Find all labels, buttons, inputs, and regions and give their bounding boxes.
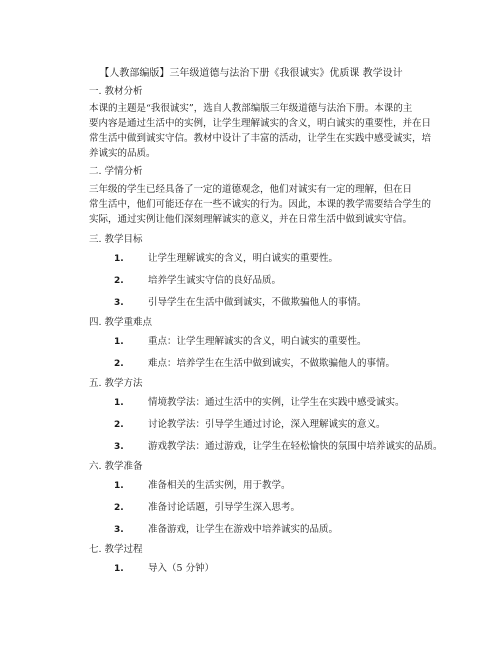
list-item-number: 2.	[114, 276, 124, 286]
list-item-text: 准备讨论话题，引导学生深入思考。	[148, 502, 301, 513]
list-item-text: 讨论教学法：引导学生通过讨论，深入理解诚实的意义。	[148, 419, 386, 430]
list-item-number: 3.	[114, 525, 124, 535]
list-item	[114, 501, 300, 515]
paragraph-line: 本课的主题是“我很诚实”，选自人教部编版三年级道德与法治下册。本课的主	[89, 103, 413, 114]
list-item-number: 3.	[114, 442, 124, 452]
list-item	[114, 562, 214, 576]
list-item-text: 准备相关的生活实例，用于教学。	[148, 480, 291, 491]
list-item-text: 导入（5 分钟）	[148, 563, 215, 574]
list-item-text: 培养学生诚实守信的良好品质。	[148, 275, 282, 286]
list-item-number: 1.	[114, 481, 124, 491]
section-heading-teaching-objectives: 三. 教学目标	[89, 234, 143, 245]
list-item	[114, 418, 386, 432]
list-item-text: 重点：让学生理解诚实的含义，明白诚实的重要性。	[148, 336, 367, 347]
list-item	[114, 335, 367, 349]
paragraph-learner-analysis	[89, 182, 432, 227]
list-item	[114, 274, 281, 288]
list-item-text: 难点：培养学生在生活中做到诚实，不做欺骗他人的事情。	[148, 358, 396, 369]
list-item-text: 让学生理解诚实的含义，明白诚实的重要性。	[148, 253, 339, 264]
list-item-number: 1.	[114, 564, 124, 574]
list-item-text: 游戏教学法：通过游戏，让学生在轻松愉快的氛围中培养诚实的品质。	[148, 441, 443, 452]
list-item	[114, 479, 291, 493]
paragraph-line: 实际，通过实例让他们深刻理解诚实的意义，并在日常生活中做到诚实守信。	[89, 214, 413, 225]
paragraph-line: 要内容是通过生活中的实例，让学生理解诚实的含义，明白诚实的重要性，并在日	[89, 118, 432, 129]
section-heading-teaching-preparation: 六. 教学准备	[89, 461, 143, 472]
list-item	[114, 396, 405, 410]
list-item-text: 准备游戏，让学生在游戏中培养诚实的品质。	[148, 524, 339, 535]
section-heading-textbook-analysis: 一. 教材分析	[89, 86, 143, 97]
list-item	[114, 357, 395, 371]
list-item	[114, 440, 443, 454]
list-item-number: 1.	[114, 337, 124, 347]
section-heading-teaching-process: 七. 教学过程	[89, 544, 143, 555]
paragraph-line: 养诚实的品质。	[89, 148, 156, 159]
list-item-number: 2.	[114, 359, 124, 369]
list-item-number: 2.	[114, 420, 124, 430]
list-item	[114, 252, 338, 266]
list-item-text: 引导学生在生活中做到诚实，不做欺骗他人的事情。	[148, 297, 367, 308]
document-title: 【人教部编版】三年级道德与法治下册《我很诚实》优质课 教学设计	[99, 68, 403, 79]
list-item-number: 2.	[114, 503, 124, 513]
section-heading-teaching-methods: 五. 教学方法	[89, 378, 143, 389]
list-item	[114, 523, 338, 537]
section-heading-key-difficulties: 四. 教学重难点	[89, 317, 153, 328]
paragraph-textbook-analysis	[89, 101, 432, 161]
paragraph-line: 常生活中，他们可能还存在一些不诚实的行为。因此，本课的教学需要结合学生的	[89, 199, 432, 210]
list-item-number: 1.	[114, 398, 124, 408]
list-item-number: 3.	[114, 298, 124, 308]
list-item-number: 1.	[114, 254, 124, 264]
list-item-text: 情境教学法：通过生活中的实例，让学生在实践中感受诚实。	[148, 397, 405, 408]
list-item	[114, 296, 367, 310]
paragraph-line: 三年级的学生已经具备了一定的道德观念，他们对诚实有一定的理解，但在日	[89, 184, 413, 195]
section-heading-learner-analysis: 二. 学情分析	[89, 166, 143, 177]
paragraph-line: 常生活中做到诚实守信。教材中设计了丰富的活动，让学生在实践中感受诚实，培	[89, 133, 432, 144]
